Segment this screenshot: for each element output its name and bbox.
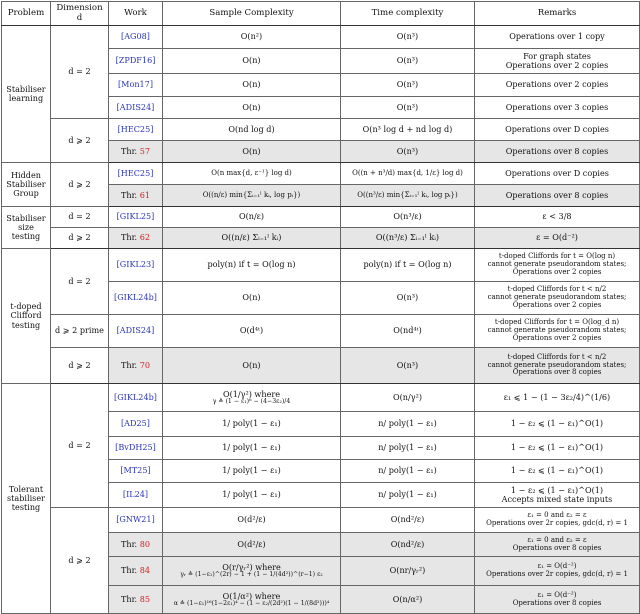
remark-line: 1 − ε₂ ⩽ (1 − ε₁)^O(1)	[510, 484, 604, 495]
remark-cell	[475, 315, 640, 348]
work-cell	[109, 557, 163, 586]
dimension-cell: d = 2	[51, 207, 109, 228]
citation-link[interactable]: [GIKL24b]	[114, 391, 157, 402]
remark-cell	[475, 586, 640, 614]
remark-cell: Operations over 1 copy	[475, 26, 640, 49]
time-cell: O(nd²/ε)	[341, 533, 475, 557]
sample-cell: 1/ poly(1 − ε₁)	[163, 437, 341, 460]
remark-cell	[475, 249, 640, 282]
sample-cell	[163, 586, 341, 614]
remark-line: Operations over 2r copies, gdc(d, r) = 1	[486, 570, 628, 578]
remark-cell	[475, 348, 640, 384]
time-cell: O(n³ log d + nd log d)	[341, 119, 475, 141]
remark-line: t-doped Cliffords for t = O(log_d n)	[494, 318, 620, 327]
theorem-label: Thr.	[120, 145, 138, 156]
sample-line: O(1/γ²) where	[222, 388, 281, 399]
remark-cell	[475, 483, 640, 508]
sample-cell: 1/ poly(1 − ε₁)	[163, 412, 341, 437]
theorem-link[interactable]: 61	[139, 189, 151, 200]
sample-cell: O(n)	[163, 49, 341, 74]
work-cell	[109, 586, 163, 614]
sample-line: O(r/γᵣ²) where	[222, 562, 281, 573]
work-cell	[109, 483, 163, 508]
sample-cell: O(nd log d)	[163, 119, 341, 141]
header-remarks: Remarks	[475, 2, 640, 26]
citation-link[interactable]: [GNW21]	[116, 514, 155, 525]
work-cell	[109, 185, 163, 207]
header-sample-complexity: Sample Complexity	[163, 2, 341, 26]
work-cell	[109, 207, 163, 228]
remark-line: t-doped Cliffords for t < n/2	[507, 285, 607, 294]
time-cell: O(n³)	[341, 74, 475, 97]
work-cell	[109, 228, 163, 249]
work-cell	[109, 119, 163, 141]
sample-definition: γᵣ ≜ (1−ε₁)^(2r) − 1 + (1 − 1/(4d²))^(r−1) ε₂	[180, 571, 323, 579]
sample-cell: O(n²)	[163, 26, 341, 49]
citation-link[interactable]: [AD25]	[121, 418, 150, 429]
sample-cell: O(n)	[163, 141, 341, 163]
time-cell: O((n³/ε) min{Σᵢ₌₁ˡ kᵢ, log pᵢ})	[341, 185, 475, 207]
sample-definition: γ ≜ (1 − ε₁)⁶ − (4−3ε₂)/4	[212, 397, 291, 405]
theorem-label: Thr.	[120, 593, 138, 604]
time-cell: O(n³)	[341, 141, 475, 163]
sample-cell: O(n)	[163, 282, 341, 315]
header-work: Work	[109, 2, 163, 26]
dimension-cell: d ⩾ 2	[51, 228, 109, 249]
time-cell: O(n³)	[341, 282, 475, 315]
remark-line: Operations over 2r copies, gdc(d, r) = 1	[486, 519, 628, 527]
work-cell	[109, 26, 163, 49]
sample-cell: O(n)	[163, 97, 341, 119]
remark-line: ε₁ = 0 and ε₂ = ε	[527, 535, 587, 544]
dimension-cell: d ⩾ 2 prime	[51, 315, 109, 348]
work-cell	[109, 533, 163, 557]
header-time-complexity: Time complexity	[341, 2, 475, 26]
remark-cell: Operations over D copies	[475, 119, 640, 141]
remark-cell	[475, 533, 640, 557]
time-cell: O(n/α²)	[341, 586, 475, 614]
dimension-cell: d = 2	[51, 249, 109, 315]
work-cell	[109, 163, 163, 185]
remark-line: t-doped Cliffords for t = O(log n)	[498, 252, 616, 261]
header-dimension: Dimension d	[51, 2, 109, 26]
remark-line: Operations over 8 copies	[512, 598, 602, 607]
theorem-label: Thr.	[120, 538, 138, 549]
time-cell: O(n³)	[341, 348, 475, 384]
remark-line: ε₁ = O(d⁻²)	[537, 590, 577, 599]
dimension-cell: d ⩾ 2	[51, 348, 109, 384]
remark-cell: Operations over 2 copies	[475, 74, 640, 97]
remark-line: Operations over 2 copies	[505, 60, 609, 70]
problem-stabiliser-learning: Stabiliser learning	[2, 26, 51, 163]
remark-line: Accepts mixed state inputs	[501, 494, 613, 504]
remark-cell: ε = O(d⁻²)	[475, 228, 640, 249]
work-cell	[109, 437, 163, 460]
citation-link[interactable]: [MT25]	[120, 465, 151, 476]
problem-tolerant-stabiliser-testing: Tolerant stabiliser testing	[2, 384, 51, 614]
sample-cell: O(d²/ε)	[163, 508, 341, 533]
citation-link[interactable]: [GIKL24b]	[114, 292, 157, 303]
sample-definition: α ≜ (1−ε₁)¹⁶(1−2ε₁)⁴ − (1 − ε₂/(2d²)(1 − 1/(8d²)))⁴	[173, 599, 330, 607]
remark-line: ε₁ = 0 and ε₂ = ε	[527, 511, 587, 520]
citation-link[interactable]: [HEC25]	[117, 123, 154, 134]
time-cell: n/ poly(1 − ε₁)	[341, 437, 475, 460]
dimension-cell: d = 2	[51, 26, 109, 119]
remark-line: Operations over 2 copies	[512, 300, 602, 309]
sample-cell: 1/ poly(1 − ε₁)	[163, 483, 341, 508]
theorem-link[interactable]: 62	[139, 232, 151, 243]
remark-line: cannot generate pseudorandom states;	[487, 293, 627, 302]
citation-link[interactable]: [Mon17]	[118, 79, 153, 90]
header-problem: Problem	[2, 2, 51, 26]
theorem-link[interactable]: 85	[139, 593, 151, 604]
work-cell	[109, 97, 163, 119]
work-cell	[109, 412, 163, 437]
remark-cell	[475, 557, 640, 586]
remark-cell: ε < 3/8	[475, 207, 640, 228]
remark-cell: 1 − ε₂ ⩽ (1 − ε₁)^O(1)	[475, 460, 640, 483]
remark-line: For graph states	[523, 50, 591, 61]
theorem-label: Thr.	[120, 189, 138, 200]
citation-link[interactable]: [HEC25]	[117, 167, 154, 178]
citation-link[interactable]: [GIKL23]	[116, 259, 155, 270]
citation-link[interactable]: [GIKL25]	[116, 211, 155, 222]
remark-cell: Operations over 8 copies	[475, 141, 640, 163]
citation-link[interactable]: [BvDH25]	[115, 442, 156, 453]
time-cell: O(n³)	[341, 26, 475, 49]
time-cell: O(nd⁴ᵗ)	[341, 315, 475, 348]
work-cell	[109, 348, 163, 384]
dimension-cell: d ⩾ 2	[51, 119, 109, 163]
sample-cell: O(n)	[163, 74, 341, 97]
remark-cell: ε₁ ⩽ 1 − (1 − 3ε₂/4)^(1/6)	[475, 384, 640, 412]
sample-cell: O(d⁴ᵗ)	[163, 315, 341, 348]
time-cell: O(n³/ε)	[341, 207, 475, 228]
time-cell: poly(n) if t = O(log n)	[341, 249, 475, 282]
work-cell	[109, 315, 163, 348]
dimension-cell: d ⩾ 2	[51, 163, 109, 207]
remark-cell	[475, 508, 640, 533]
sample-cell: O(n max{d, ε⁻¹} log d)	[163, 163, 341, 185]
time-cell: n/ poly(1 − ε₁)	[341, 483, 475, 508]
sample-cell: O(n/ε)	[163, 207, 341, 228]
remark-line: cannot generate pseudorandom states;	[487, 326, 627, 335]
sample-cell	[163, 557, 341, 586]
time-cell: n/ poly(1 − ε₁)	[341, 460, 475, 483]
complexity-table	[1, 1, 640, 614]
sample-cell: O(n)	[163, 348, 341, 384]
work-cell	[109, 282, 163, 315]
theorem-link[interactable]: 84	[139, 565, 151, 576]
citation-link[interactable]: [ZPDF16]	[115, 55, 156, 66]
time-cell: n/ poly(1 − ε₁)	[341, 412, 475, 437]
remark-line: cannot generate pseudorandom states;	[487, 260, 627, 269]
time-cell: O(n³)	[341, 97, 475, 119]
problem-hidden-stabiliser-group: Hidden Stabiliser Group	[2, 163, 51, 207]
sample-cell: poly(n) if t = O(log n)	[163, 249, 341, 282]
time-cell: O(n/γ²)	[341, 384, 475, 412]
theorem-label: Thr.	[120, 232, 138, 243]
work-cell	[109, 74, 163, 97]
remark-cell: Operations over 8 copies	[475, 185, 640, 207]
sample-cell: O((n/ε) Σᵢ₌₁ˡ kᵢ)	[163, 228, 341, 249]
theorem-label: Thr.	[120, 565, 138, 576]
problem-stabiliser-size-testing: Stabiliser size testing	[2, 207, 51, 249]
dimension-cell: d ⩾ 2	[51, 508, 109, 614]
theorem-link[interactable]: 80	[139, 538, 151, 549]
citation-link[interactable]: [AG08]	[121, 31, 150, 42]
work-cell	[109, 249, 163, 282]
work-cell	[109, 141, 163, 163]
work-cell	[109, 508, 163, 533]
work-cell	[109, 384, 163, 412]
remark-cell: Operations over 3 copies	[475, 97, 640, 119]
remark-cell	[475, 282, 640, 315]
remark-line: Operations over 8 copies	[512, 543, 602, 552]
remark-line: Operations over 2 copies	[512, 333, 602, 342]
citation-link[interactable]: [ADIS24]	[116, 101, 155, 112]
theorem-link[interactable]: 70	[139, 359, 151, 370]
remark-line: ε₁ = O(d⁻²)	[537, 562, 577, 571]
remark-cell: 1 − ε₂ ⩽ (1 − ε₁)^O(1)	[475, 437, 640, 460]
time-cell: O(nr/γᵣ²)	[341, 557, 475, 586]
citation-link[interactable]: [IL24]	[122, 489, 149, 500]
work-cell	[109, 460, 163, 483]
work-cell	[109, 49, 163, 74]
sample-line: O(1/α²) where	[222, 590, 281, 601]
remark-line: Operations over 8 copies	[512, 368, 602, 377]
sample-cell: 1/ poly(1 − ε₁)	[163, 460, 341, 483]
time-cell: O(n³)	[341, 49, 475, 74]
remark-cell: 1 − ε₂ ⩽ (1 − ε₁)^O(1)	[475, 412, 640, 437]
remark-cell: Operations over D copies	[475, 163, 640, 185]
citation-link[interactable]: [ADIS24]	[116, 325, 155, 336]
time-cell: O((n³/ε) Σᵢ₌₁ˡ kᵢ)	[341, 228, 475, 249]
sample-cell: O((n/ε) min{Σᵢ₌₁ˡ kᵢ, log pᵢ})	[163, 185, 341, 207]
time-cell: O(nd²/ε)	[341, 508, 475, 533]
remark-line: Operations over 2 copies	[512, 267, 602, 276]
sample-cell	[163, 384, 341, 412]
theorem-label: Thr.	[120, 359, 138, 370]
problem-t-doped-clifford-testing: t-doped Clifford testing	[2, 249, 51, 384]
time-cell: O((n + n³/d) max{d, 1/ε} log d)	[341, 163, 475, 185]
remark-line: cannot generate pseudorandom states;	[487, 360, 627, 369]
theorem-link[interactable]: 57	[139, 145, 151, 156]
sample-cell: O(d²/ε)	[163, 533, 341, 557]
remark-line: t-doped Cliffords for t < n/2	[507, 352, 607, 361]
dimension-cell: d = 2	[51, 384, 109, 508]
remark-cell	[475, 49, 640, 74]
